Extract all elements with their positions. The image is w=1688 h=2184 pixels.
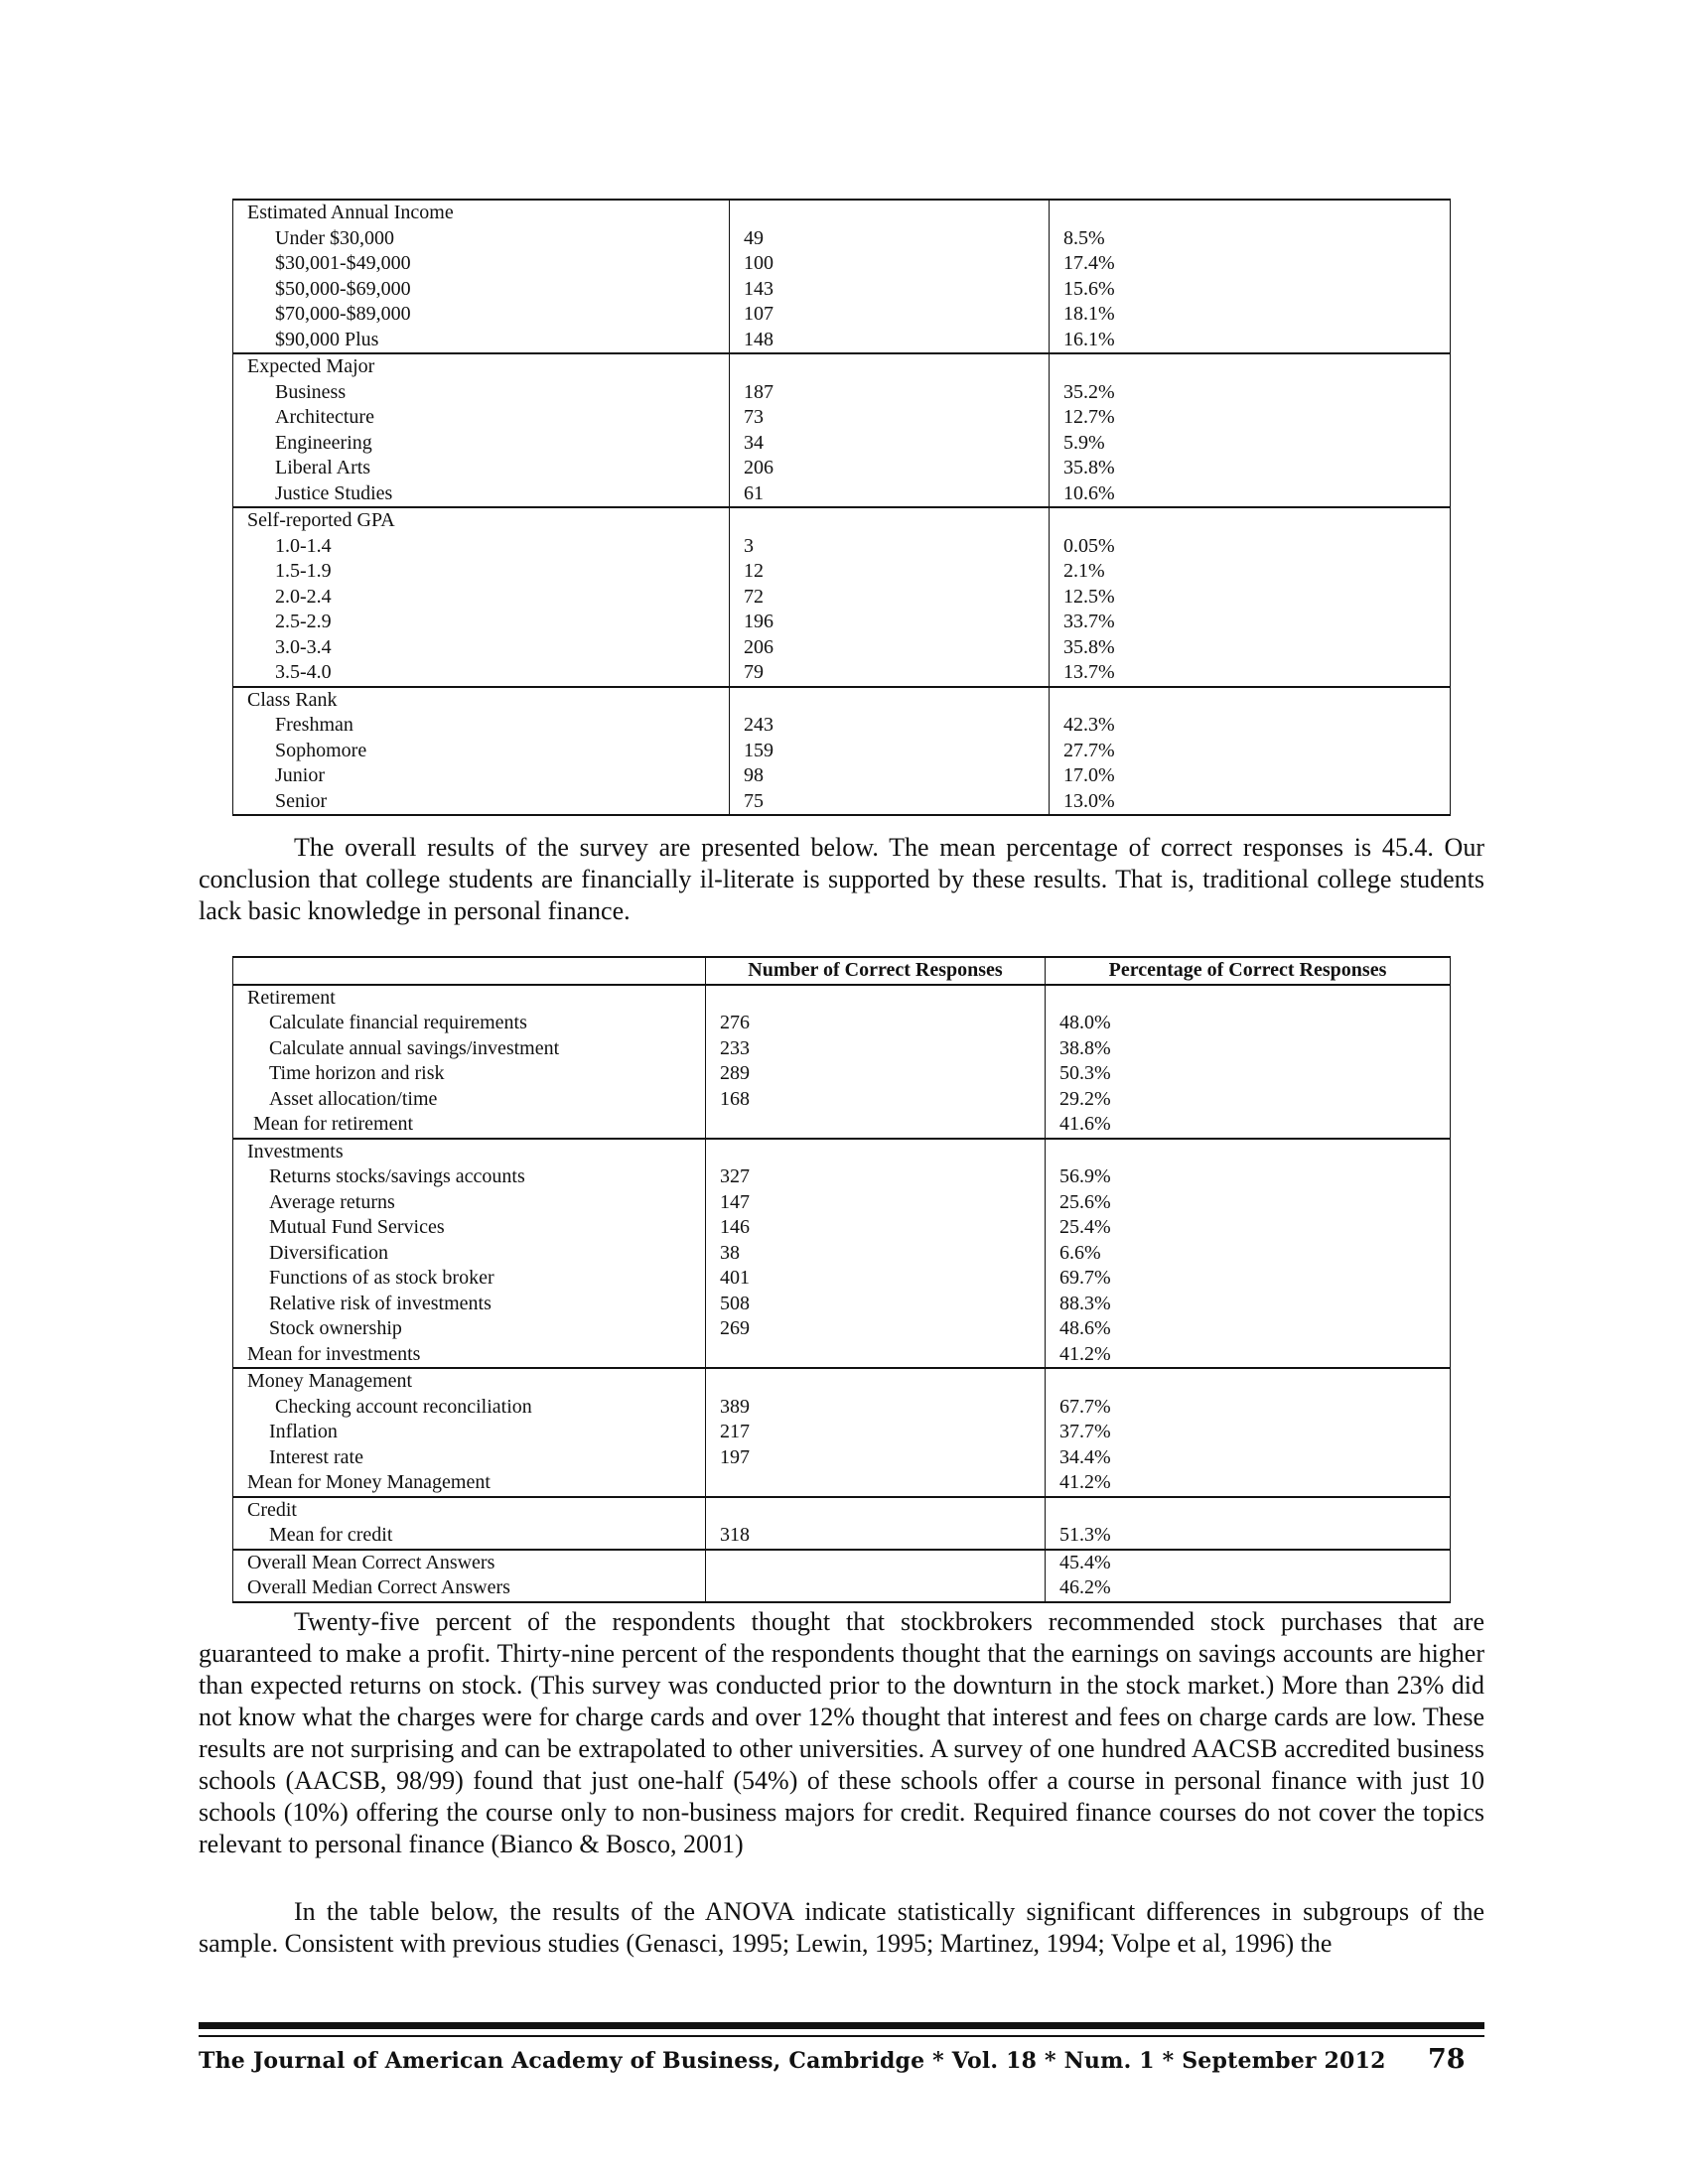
empty-cell [730,200,1050,226]
header-number-correct: Number of Correct Responses [706,957,1046,985]
empty-cell [730,687,1050,714]
correct-responses-table [232,956,1451,1603]
group-header-row [233,1497,1451,1524]
group-header-row [233,687,1451,714]
table-row [233,559,1451,585]
row-label: $50,000-$69,000 [233,277,730,303]
table-row [233,302,1451,328]
row-percent: 5.9% [1050,431,1451,457]
row-count: 34 [730,431,1050,457]
row-label: Functions of as stock broker [233,1266,706,1292]
table-row [233,1316,1451,1342]
row-label: Junior [233,763,730,789]
page-number: 78 [1428,2044,1466,2075]
row-count: 233 [706,1036,1046,1062]
row-count: 12 [730,559,1050,585]
group-title: Investments [233,1139,706,1165]
row-count: 269 [706,1316,1046,1342]
row-count: 147 [706,1190,1046,1216]
table-row [233,481,1451,508]
row-percent: 13.0% [1050,789,1451,816]
row-percent: 34.4% [1046,1445,1451,1471]
summary-row [233,1550,1451,1576]
table-row [233,1190,1451,1216]
row-percent: 50.3% [1046,1061,1451,1087]
table-row [233,226,1451,252]
row-count: 327 [706,1164,1046,1190]
empty-cell [706,1139,1046,1165]
row-label: Calculate financial requirements [233,1011,706,1036]
row-count: 3 [730,534,1050,560]
empty-cell [1050,353,1451,380]
footer-rule-thin [199,2035,1484,2037]
table-row [233,1445,1451,1471]
row-count: 196 [730,610,1050,635]
row-percent: 12.5% [1050,585,1451,611]
row-label: Inflation [233,1420,706,1445]
row-count: 98 [730,763,1050,789]
table-row [233,1292,1451,1317]
table-header-row [233,957,1451,985]
row-count: 217 [706,1420,1046,1445]
row-label: Time horizon and risk [233,1061,706,1087]
table-row [233,1395,1451,1421]
row-label: Average returns [233,1190,706,1216]
row-count: 61 [730,481,1050,508]
empty-cell [1046,1368,1451,1395]
row-percent: 41.2% [1046,1342,1451,1369]
row-label: 3.5-4.0 [233,660,730,687]
row-count: 49 [730,226,1050,252]
row-percent: 35.8% [1050,456,1451,481]
row-percent: 41.6% [1046,1112,1451,1139]
group-title: Money Management [233,1368,706,1395]
row-percent: 35.2% [1050,380,1451,406]
summary-percent: 46.2% [1046,1575,1451,1602]
row-percent: 13.7% [1050,660,1451,687]
row-label: 1.0-1.4 [233,534,730,560]
row-percent: 56.9% [1046,1164,1451,1190]
row-label: Calculate annual savings/investment [233,1036,706,1062]
row-label: $90,000 Plus [233,328,730,354]
row-label: Mean for investments [233,1342,706,1369]
paragraph-anova: In the table below, the results of the ANOVA indicate statistically significant differences in subgroups of the sample. Consistent with previous studies (Genasci, 1995; Lewin, 1995; Martinez, 1994; Volpe et al, 1996) the [199,1897,1484,1958]
group-title: Credit [233,1497,706,1524]
group-header-row [233,507,1451,534]
summary-label: Overall Median Correct Answers [233,1575,706,1602]
row-label: Stock ownership [233,1316,706,1342]
row-label: Senior [233,789,730,816]
row-percent: 33.7% [1050,610,1451,635]
row-percent: 8.5% [1050,226,1451,252]
table-row [233,328,1451,354]
row-label: Diversification [233,1241,706,1267]
row-percent: 42.3% [1050,713,1451,739]
table-row [233,1011,1451,1036]
table-row [233,251,1451,277]
group-header-row [233,985,1451,1012]
row-percent: 6.6% [1046,1241,1451,1267]
row-count: 159 [730,739,1050,764]
empty-cell [706,1368,1046,1395]
row-label: Relative risk of investments [233,1292,706,1317]
table-row [233,534,1451,560]
row-percent: 0.05% [1050,534,1451,560]
row-count: 318 [706,1523,1046,1550]
demographics-table-body [233,200,1451,815]
table-row [233,1036,1451,1062]
row-label: Sophomore [233,739,730,764]
row-count: 100 [730,251,1050,277]
table-row [233,635,1451,661]
table-row [233,1523,1451,1550]
header-category [233,957,706,985]
table-row [233,1342,1451,1369]
empty-cell [706,1497,1046,1524]
paragraph-stockbrokers: Twenty-five percent of the respondents thought that stockbrokers recommended stock purchases that are guaranteed to make a profit. Thirty-nine percent of the respondents thought that the earnings on savings accounts are higher than expected returns on stock. (This survey was conducted prior to the downturn in the stock market.) More than 23% did not know what the charges were for charge cards and over 12% thought that interest and fees on charge cards are low. These results are not surprising and can be extrapolated to other universities. A survey of one hundred AACSB accredited business schools (AACSB, 98/99) found that just one-half (54%) of these schools offer a course in personal finance with just 10 schools (10%) offering the course only to non-business majors for credit. Required finance courses do not cover the topics relevant to personal finance (Bianco & Bosco, 2001) [199,1607,1484,1858]
row-count: 389 [706,1395,1046,1421]
row-label: Interest rate [233,1445,706,1471]
row-count: 148 [730,328,1050,354]
row-label: Mean for Money Management [233,1470,706,1497]
row-label: Business [233,380,730,406]
table-row [233,380,1451,406]
row-label: Mutual Fund Services [233,1215,706,1241]
row-count: 38 [706,1241,1046,1267]
row-count: 197 [706,1445,1046,1471]
demographics-table [232,199,1451,816]
row-count: 72 [730,585,1050,611]
table-row [233,1164,1451,1190]
row-percent: 48.6% [1046,1316,1451,1342]
row-label: Mean for credit [233,1523,706,1550]
row-percent: 67.7% [1046,1395,1451,1421]
row-label: 2.5-2.9 [233,610,730,635]
table-row [233,1470,1451,1497]
empty-cell [730,353,1050,380]
row-percent: 51.3% [1046,1523,1451,1550]
row-label: $30,001-$49,000 [233,251,730,277]
table-row [233,277,1451,303]
group-title: Estimated Annual Income [233,200,730,226]
group-title: Self-reported GPA [233,507,730,534]
group-header-row [233,1139,1451,1165]
row-count: 243 [730,713,1050,739]
row-label: Justice Studies [233,481,730,508]
table-row [233,431,1451,457]
row-percent: 38.8% [1046,1036,1451,1062]
row-count: 401 [706,1266,1046,1292]
row-percent: 2.1% [1050,559,1451,585]
row-count [706,1112,1046,1139]
group-title: Class Rank [233,687,730,714]
table-row [233,763,1451,789]
row-percent: 25.4% [1046,1215,1451,1241]
row-percent: 27.7% [1050,739,1451,764]
row-percent: 10.6% [1050,481,1451,508]
table-row [233,1215,1451,1241]
empty-cell [1046,1139,1451,1165]
row-label: Engineering [233,431,730,457]
row-count [706,1342,1046,1369]
row-label: 1.5-1.9 [233,559,730,585]
row-count: 143 [730,277,1050,303]
group-title: Expected Major [233,353,730,380]
table-row [233,789,1451,816]
row-label: Checking account reconciliation [233,1395,706,1421]
row-percent: 15.6% [1050,277,1451,303]
row-label: Returns stocks/savings accounts [233,1164,706,1190]
row-label: $70,000-$89,000 [233,302,730,328]
row-label: Asset allocation/time [233,1087,706,1113]
row-percent: 17.0% [1050,763,1451,789]
summary-count [706,1575,1046,1602]
paragraph-overall-results: The overall results of the survey are presented below. The mean percentage of correct responses is 45.4. Our conclusion that college students are financially il-literate is supported by these results. That is, traditional college students lack basic knowledge in personal finance. [199,833,1484,925]
row-count: 75 [730,789,1050,816]
row-count: 146 [706,1215,1046,1241]
table-row [233,456,1451,481]
table-row [233,610,1451,635]
row-percent: 25.6% [1046,1190,1451,1216]
row-percent: 18.1% [1050,302,1451,328]
group-title: Retirement [233,985,706,1012]
row-label: Freshman [233,713,730,739]
empty-cell [730,507,1050,534]
group-header-row [233,1368,1451,1395]
row-label: 3.0-3.4 [233,635,730,661]
table-row [233,1087,1451,1113]
empty-cell [1046,1497,1451,1524]
table-row [233,1061,1451,1087]
row-percent: 48.0% [1046,1011,1451,1036]
row-percent: 41.2% [1046,1470,1451,1497]
row-percent: 17.4% [1050,251,1451,277]
table-row [233,585,1451,611]
row-count: 289 [706,1061,1046,1087]
summary-label: Overall Mean Correct Answers [233,1550,706,1576]
row-count: 79 [730,660,1050,687]
row-percent: 88.3% [1046,1292,1451,1317]
row-percent: 35.8% [1050,635,1451,661]
row-label: Liberal Arts [233,456,730,481]
row-count: 206 [730,456,1050,481]
row-count: 187 [730,380,1050,406]
empty-cell [706,985,1046,1012]
row-percent: 12.7% [1050,405,1451,431]
row-percent: 29.2% [1046,1087,1451,1113]
table-row [233,660,1451,687]
table-row [233,713,1451,739]
summary-percent: 45.4% [1046,1550,1451,1576]
row-count: 206 [730,635,1050,661]
row-percent: 37.7% [1046,1420,1451,1445]
row-count: 168 [706,1087,1046,1113]
table-row [233,739,1451,764]
table-row [233,405,1451,431]
header-percent-correct: Percentage of Correct Responses [1046,957,1451,985]
row-label: Under $30,000 [233,226,730,252]
row-percent: 16.1% [1050,328,1451,354]
footer-journal-citation: The Journal of American Academy of Business, Cambridge * Vol. 18 * Num. 1 * September 2012 [199,2048,1386,2074]
group-header-row [233,353,1451,380]
correct-responses-table-body [233,985,1451,1602]
row-label: Mean for retirement [233,1112,706,1139]
table-row [233,1112,1451,1139]
empty-cell [1050,687,1451,714]
empty-cell [1050,507,1451,534]
empty-cell [1046,985,1451,1012]
row-percent: 69.7% [1046,1266,1451,1292]
summary-row [233,1575,1451,1602]
table-row [233,1266,1451,1292]
empty-cell [1050,200,1451,226]
row-count [706,1470,1046,1497]
row-count: 107 [730,302,1050,328]
summary-count [706,1550,1046,1576]
row-label: Architecture [233,405,730,431]
footer-rule-thick [199,2022,1484,2029]
row-label: 2.0-2.4 [233,585,730,611]
table-row [233,1420,1451,1445]
row-count: 508 [706,1292,1046,1317]
row-count: 276 [706,1011,1046,1036]
group-header-row [233,200,1451,226]
table-row [233,1241,1451,1267]
row-count: 73 [730,405,1050,431]
